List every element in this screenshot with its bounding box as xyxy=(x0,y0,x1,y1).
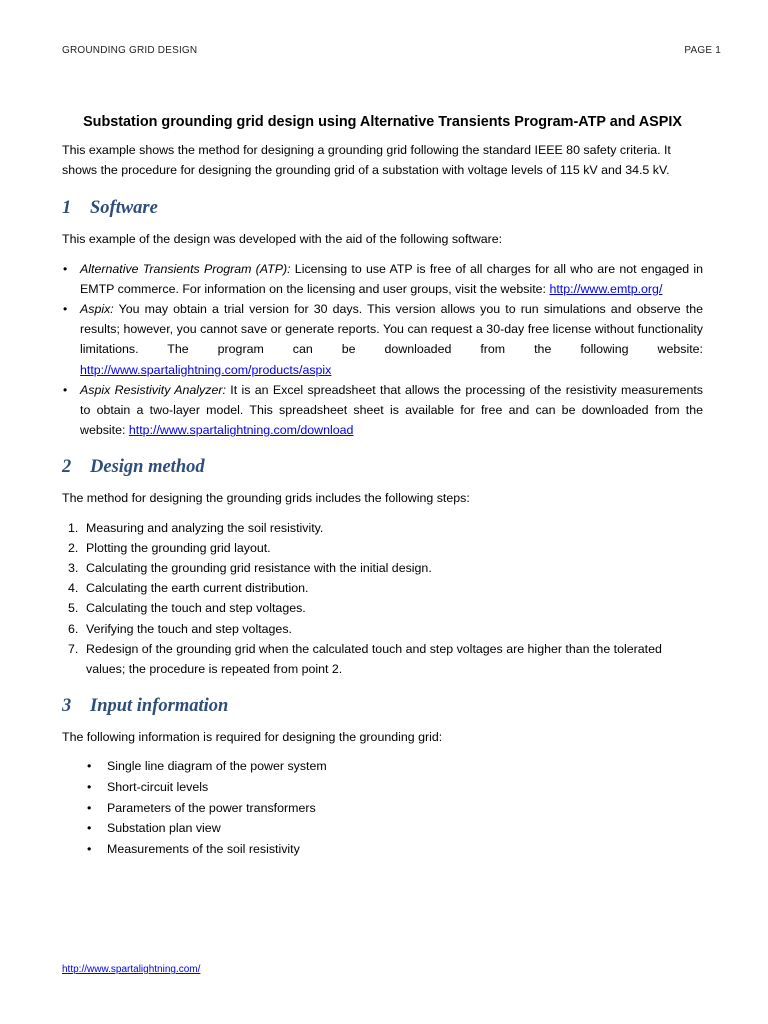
aspix-link[interactable]: http://www.spartalightning.com/products/aspix xyxy=(80,362,332,377)
list-item xyxy=(62,518,703,538)
page-footer xyxy=(62,964,200,975)
step-number: 3. xyxy=(68,561,79,576)
list-item: • Substation plan view xyxy=(62,818,703,839)
software-item-aspix xyxy=(62,299,703,380)
section-lead: The method for designing the grounding grids includes the following steps: xyxy=(62,491,470,506)
software-item-atp xyxy=(62,259,703,299)
section-number: 3 xyxy=(62,696,72,717)
section-number: 2 xyxy=(62,457,72,478)
software-name: Alternative Transients Program (ATP): xyxy=(80,261,291,276)
section-heading-input-information xyxy=(62,693,703,719)
step-text: Measuring and analyzing the soil resistivity. xyxy=(86,520,324,535)
step-number: 1. xyxy=(68,520,79,535)
software-item-resistivity-analyzer xyxy=(62,380,703,441)
step-number: 4. xyxy=(68,581,79,596)
list-item xyxy=(62,578,703,598)
section-title: Design method xyxy=(90,457,205,478)
software-description: Licensing to use ATP is free of all charges for all who are not engaged in EMTP commerce. For information on the licensing and user groups, visit the website: xyxy=(80,261,703,296)
list-item xyxy=(62,639,703,679)
step-text: Verifying the touch and step voltages. xyxy=(86,621,292,636)
list-item xyxy=(62,538,703,558)
step-number: 6. xyxy=(68,621,79,636)
section-heading-software xyxy=(62,195,703,221)
section-heading-design-method xyxy=(62,454,703,480)
section-title: Input information xyxy=(90,696,229,717)
download-link[interactable]: http://www.spartalightning.com/download xyxy=(128,423,354,438)
list-item xyxy=(62,558,703,578)
step-text: Plotting the grounding grid layout. xyxy=(86,540,271,555)
list-item xyxy=(62,619,703,639)
emtp-link[interactable]: http://www.emtp.org/ xyxy=(549,281,663,296)
page-header xyxy=(62,45,721,59)
step-number: 2. xyxy=(68,540,79,555)
document-title: Substation grounding grid design using Alternative Transients Program-ATP and ASPIX xyxy=(83,114,682,130)
document-body xyxy=(62,112,703,859)
intro-paragraph: This example shows the method for designing a grounding grid following the standard IEEE 80 safety criteria. It shows the procedure for designing the grounding grid of a substation with voltage levels of 115 kV and 34.5 kV. xyxy=(62,143,671,178)
step-text: Calculating the earth current distribution. xyxy=(86,581,309,596)
header-title: GROUNDING GRID DESIGN xyxy=(62,45,198,56)
step-number: 5. xyxy=(68,601,79,616)
section-lead: This example of the design was developed with the aid of the following software: xyxy=(62,232,503,247)
list-item xyxy=(62,598,703,618)
list-item: • Parameters of the power transformers xyxy=(62,798,703,819)
software-name: Aspix: xyxy=(80,302,114,317)
list-item: • Single line diagram of the power system xyxy=(62,756,703,777)
section-lead: The following information is required for designing the grounding grid: xyxy=(62,730,443,745)
footer-link[interactable]: http://www.spartalightning.com/ xyxy=(62,964,201,975)
software-list xyxy=(62,259,703,441)
list-item: • Short-circuit levels xyxy=(62,777,703,798)
step-text: Redesign of the grounding grid when the calculated touch and step voltages are higher than the tolerated values; the procedure is repeated from point 2. xyxy=(86,641,662,677)
step-text: Calculating the touch and step voltages. xyxy=(86,601,306,616)
design-steps-list xyxy=(62,518,703,680)
list-item: • Measurements of the soil resistivity xyxy=(62,839,703,860)
software-name: Aspix Resistivity Analyzer: xyxy=(80,382,226,397)
section-title: Software xyxy=(90,198,158,219)
section-number: 1 xyxy=(62,198,72,219)
software-description: It is an Excel spreadsheet that allows the processing of the resistivity measurements to obtain a two-layer model. This spreadsheet sheet is available for free and can be downloaded from the website: xyxy=(80,382,704,438)
step-text: Calculating the grounding grid resistance with the initial design. xyxy=(86,561,432,576)
step-number: 7. xyxy=(68,641,79,656)
page-number: PAGE 1 xyxy=(684,45,721,56)
input-information-list xyxy=(62,756,703,859)
software-description: You may obtain a trial version for 30 days. This version allows you to run simulations and observe the results; however, you cannot save or generate reports. You can request a 30-day free license without functionality limitations. The program can be downloaded from the following website: xyxy=(80,302,703,357)
